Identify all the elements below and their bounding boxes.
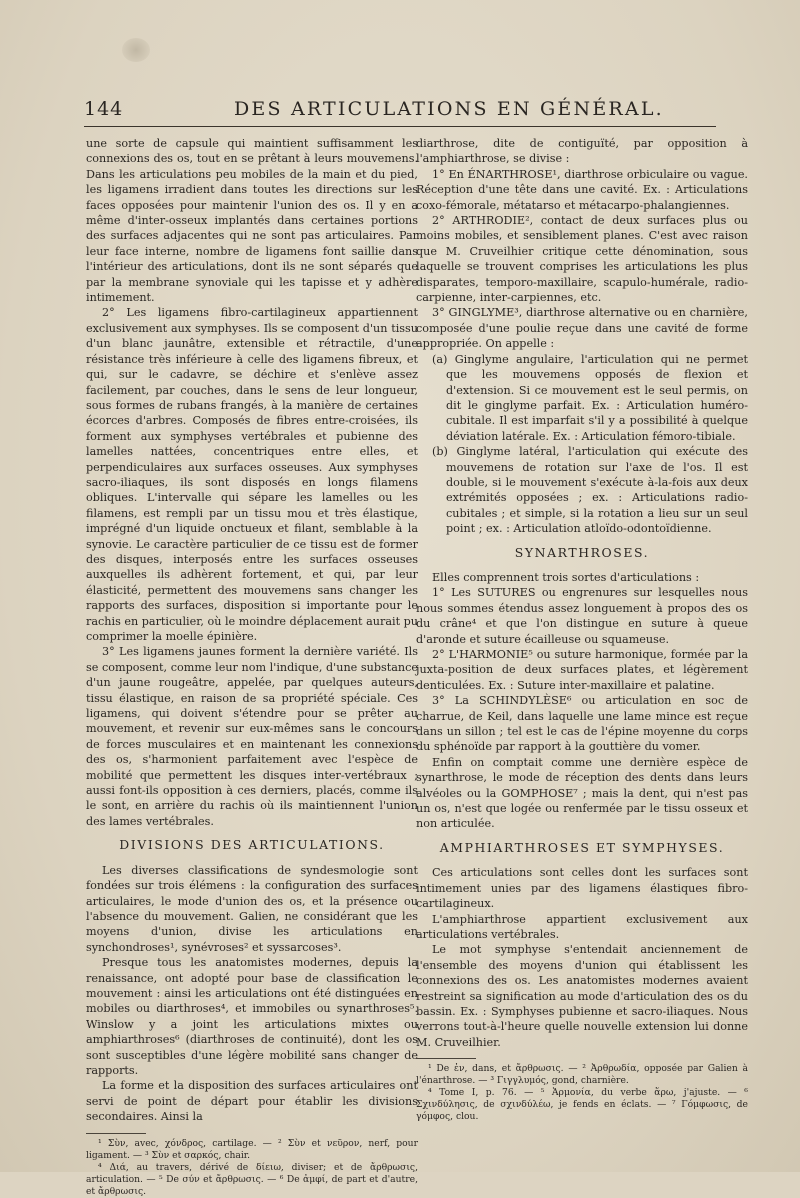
paragraph: 3° Les ligamens jaunes forment la dernière variété. Ils se composent, comme leur nom l'indique, d'une substance d'un jaune rougeâtre, appelée, par quelques auteurs, tissu élastique, en raison de sa propriété spéciale. Ces ligamens, qui doivent s'étendre pour se prêter au mouvement, et revenir sur eux-mêmes sans le concours de forces musculaires et en maintenant les connexions des os, s'harmonient parfaitement avec l'espèce de mobilité que permettent les disques inter-vertébraux ; aussi font-ils opposition à ces derniers, placés, comme ils le sont, en arrière du rachis où ils maintiennent l'union des lames vertébrales.: [86, 645, 418, 828]
list-item: 1° En ÉNARTHROSE¹, diarthrose orbiculaire ou vague. Réception d'une tête dans une cavité. Ex. : Articulations coxo-fémorale, métatarso et métacarpo-phalangiennes.: [416, 167, 748, 212]
paragraph: diarthrose, dite de contiguïté, par opposition à l'amphiarthrose, se divise :: [416, 137, 748, 166]
paragraph: Les diverses classifications de syndesmologie sont fondées sur trois élémens : la configuration des surfaces articulaires, le mode d'union des os, et la présence ou l'absence du mouvement. Galien, ne considérant que les moyens d'union, divise les articulations en synchondroses¹, synévroses² et syssarcoses³.: [86, 863, 418, 954]
paragraph: une sorte de capsule qui maintient suffisamment les connexions des os, tout en se prêtant à leurs mouvemens. Dans les articulations peu mobiles de la main et du pied, les ligamens irradient dans toutes les directions sur les faces opposées pour maintenir l'union des os. Il y en a même d'inter-osseux implantés dans certaines portions des surfaces adjacentes qui ne sont pas articulaires. Par leur face interne, nombre de ligamens font saillie dans l'intérieur des articulations, dont ils ne sont séparés que par la membrane synoviale qui les tapisse et y adhère intimement.: [86, 137, 418, 305]
page-header: [84, 96, 716, 127]
section-title: DIVISIONS DES ARTICULATIONS.: [119, 837, 385, 853]
list-item: 3° GINGLYME³, diarthrose alternative ou en charnière, composée d'une poulie reçue dans une cavité de forme appropriée. On appelle :: [416, 306, 748, 351]
paragraph: Presque tous les anatomistes modernes, depuis la renaissance, ont adopté pour base de classification le mouvement : ainsi les articulations ont été distinguées en mobiles ou diarthroses⁴, et immobiles ou synarthroses⁵. Winslow y a joint les articulations mixtes ou amphiarthroses⁶ (diarthroses de continuité), dont les os sont susceptibles d'une légère mobilité sans changer de rapports.: [86, 956, 418, 1077]
paragraph: Ces articulations sont celles dont les surfaces sont intimement unies par des ligamens élastiques fibro-cartilagineux.: [416, 866, 748, 911]
footnotes: [416, 1063, 748, 1123]
list-item: 2° ARTHRODIE², contact de deux surfaces plus ou moins mobiles, et sensiblement planes. C'est avec raison que M. Cruveilhier critique cette dénomination, sous laquelle se trouvent comprises les articulations les plus disparates, temporo-maxillaire, scapulo-humérale, radio-carpienne, inter-carpiennes, etc.: [416, 214, 748, 305]
section-title: SYNARTHROSES.: [514, 544, 650, 560]
list-item: 2° L'HARMONIE⁵ ou suture harmonique, formée par la juxta-position de deux surfaces plates, et légèrement denticulées. Ex. : Suture inter-maxillaire et palatine.: [416, 648, 748, 692]
right-column: [416, 136, 748, 1123]
paragraph: La forme et la disposition des surfaces articulaires ont servi de point de départ pour établir les divisions secondaires. Ainsi la: [86, 1079, 418, 1124]
list-subitem: (a) Ginglyme angulaire, l'articulation qui ne permet que les mouvemens opposés de flexion et d'extension. Si ce mouvement est le seul permis, on dit le ginglyme parfait. Ex. : Articulation huméro-cubitale. Il est imparfait s'il y a possibilité à quelque déviation latérale. Ex. : Articulation fémoro-tibiale.: [432, 352, 748, 443]
paragraph: Elles comprennent trois sortes d'articulations :: [432, 570, 700, 584]
footnote: ⁴ Διά, au travers, dérivé de δίειω, diviser; et de ἄρθρωσις, articulation. — ⁵ De σύν et ἄρθρωσις. — ⁶ De ἀμφί, de part et d'autre, et ἄρθρωσις.: [86, 1161, 418, 1197]
footnote: ¹ De ἐν, dans, et ἄρθρωσις. — ² Ἀρθρωδία, opposée par Galien à l'énarthrose. — ³ Γιγγλυμός, gond, charnière.: [416, 1063, 748, 1087]
section-title: AMPHIARTHROSES ET SYMPHYSES.: [439, 839, 725, 855]
running-head: DES ARTICULATIONS EN GÉNÉRAL.: [234, 98, 664, 120]
list-subitem: (b) Ginglyme latéral, l'articulation qui exécute des mouvemens de rotation sur l'axe de l'os. Il est double, si le mouvement s'exécute à-la-fois aux deux extrémités opposées ; ex. : Articulations radio-cubitales ; et simple, si la rotation a lieu sur un seul point ; ex. : Articulation atloïdo-odontoïdienne.: [432, 445, 748, 536]
list-item: 3° La SCHINDYLÈSE⁶ ou articulation en soc de charrue, de Keil, dans laquelle une lame mince est reçue dans un sillon ; tel est le cas de l'épine moyenne du corps du sphénoïde par rapport à la gouttière du vomer.: [416, 694, 748, 754]
footnote: ¹ Σὺν, avec, χόνδρος, cartilage. — ² Σὺν et νεῦρον, nerf, pour ligament. — ³ Σὺν et σαρκός, chair.: [86, 1137, 418, 1161]
footnote: ⁴ Tome I, p. 76. — ⁵ Ἁρμονία, du verbe ἅρω, j'ajuste. — ⁶ Σχινδύλησις, de σχινδύλέω, je fends en éclats. — ⁷ Γόμφωσις, de γόμφος, clou.: [416, 1087, 748, 1123]
paragraph: Le mot symphyse s'entendait anciennement de l'ensemble des moyens d'union qui établissent les connexions des os. Les anatomistes modernes avaient restreint sa signification au mode d'articulation des os du bassin. Ex. : Symphyses pubienne et sacro-iliaques. Nous verrons tout-à-l'heure quelle nouvelle extension lui donne M. Cruveilhier.: [416, 943, 748, 1049]
left-column: [86, 136, 418, 1198]
paragraph: Enfin on comptait comme une dernière espèce de synarthrose, le mode de réception des dents dans leurs alvéoles ou la GOMPHOSE⁷ ; mais la dent, qui n'est pas un os, n'est que logée ou renfermée par le tissu osseux et non articulée.: [416, 755, 748, 831]
footnote-divider: [416, 1058, 476, 1059]
footnote-divider: [86, 1133, 146, 1134]
paper-stain: [122, 38, 150, 62]
list-item: 1° Les SUTURES ou engrenures sur lesquelles nous nous sommes étendus assez longuement à propos des os du crâne⁴ et que l'on distingue en suture à queue d'aronde et suture écailleuse ou squameuse.: [416, 586, 748, 646]
page-number: 144: [84, 98, 124, 120]
footnotes: [86, 1138, 418, 1198]
paragraph: 2° Les ligamens fibro-cartilagineux appartiennent exclusivement aux symphyses. Ils se composent d'un tissu d'un blanc jaunâtre, extensible et rétractile, d'une résistance très inférieure à celle des ligamens fibreux, et qui, sur le cadavre, se déchire et s'enlève assez facilement, par couches, dans le sens de leur longueur, sous formes de rubans frangés, à la manière de certaines écorces d'arbres. Composés de fibres entre-croisées, ils forment aux symphyses vertébrales et pubienne des lamelles nattées, concentriques entre elles, et perpendiculaires aux surfaces osseuses. Aux symphyses sacro-iliaques, ils sont disposés en longs filamens obliques. L'intervalle qui sépare les lamelles ou les filamens, est rempli par un tissu mou et très élastique, imprégné d'un liquide onctueux et filant, semblable à la synovie. Le caractère particulier de ce tissu est de former des disques, interposés entre les surfaces osseuses auxquelles ils adhèrent fortement, et qui, par leur élasticité, permettent des mouvemens sans changer les rapports des surfaces, disposition si importante pour le rachis en particulier, où le moindre déplacement aurait pu comprimer la moelle épinière.: [86, 306, 418, 643]
paragraph: L'amphiarthrose appartient exclusivement aux articulations vertébrales.: [416, 912, 748, 941]
